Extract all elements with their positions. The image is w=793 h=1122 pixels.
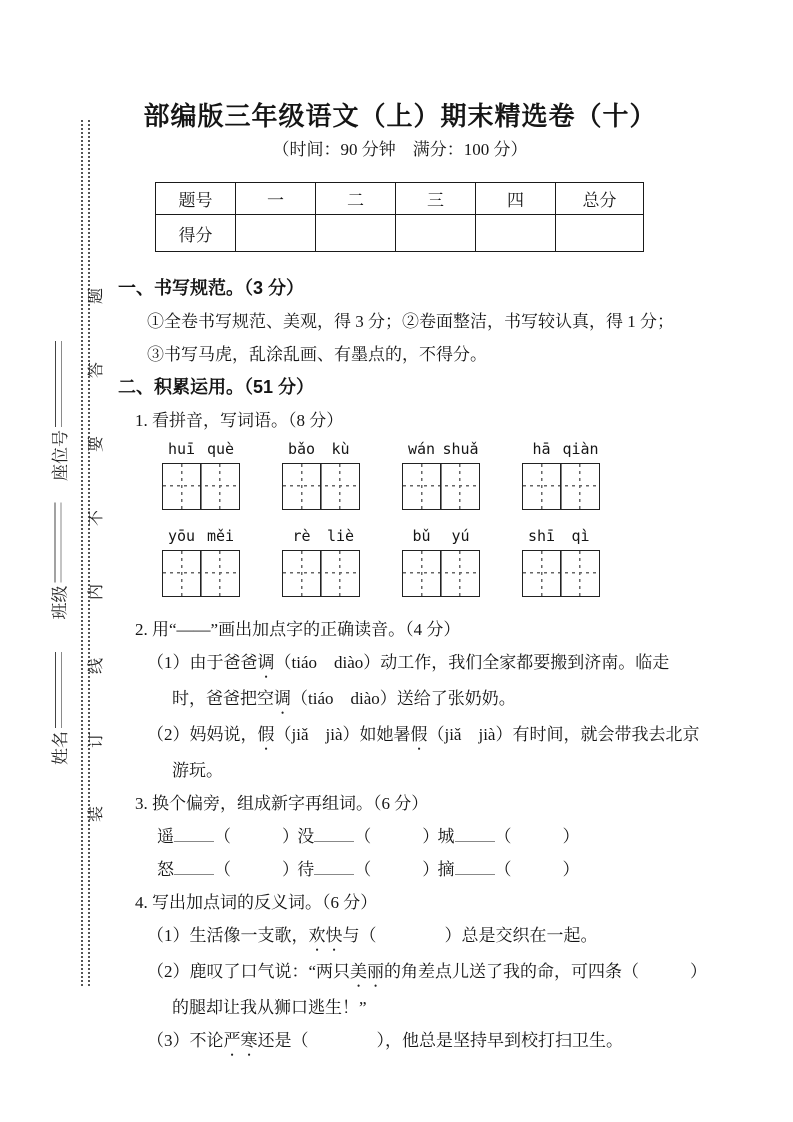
answer-blank-line [174,826,214,842]
pinyin-group [522,437,600,510]
answer-parens: （ ） [214,827,299,846]
answer-parens: （ ） [354,860,440,879]
radical-blank-group [437,853,580,886]
answer-blank-line [455,826,495,842]
q3-row-1 [157,820,730,853]
answer-blank-line [174,859,214,875]
writing-box [282,550,360,597]
base-char: 没 [297,827,315,846]
pinyin-group [282,524,360,597]
answer-parens: （ ） [494,860,580,879]
name-field [47,645,69,765]
score-table-col-1: 一 [236,183,316,215]
base-char: 遥 [157,827,174,846]
writing-box [402,550,480,597]
radical-blank-group [157,820,299,853]
pinyin-group [402,524,480,597]
seat-number-blank-line [55,341,62,427]
text-run: （1）生活像一支歌， [147,926,309,945]
seat-number-label: 座位号 [50,430,70,481]
pinyin-labels [402,437,480,461]
pinyin-syllable: liè [326,527,355,545]
class-blank-line [54,503,61,583]
answer-parens: （ ） [494,827,580,846]
radical-blank-group [297,820,440,853]
q2-item2-line1 [147,718,730,754]
emphasized-word: 欢快 [308,926,343,945]
pinyin-syllable: wán [407,440,436,458]
text-run: （jiǎ jià）有时间，就会带我去北京 [427,725,700,744]
pinyin-syllable: shī [527,527,556,545]
base-char: 城 [437,827,455,846]
exam-subtitle: （时间：90 分钟 满分：100 分） [272,140,528,159]
text-run: （tiáo diào）动工作，我们全家都要搬到济南。临走 [274,653,670,672]
writing-box [162,550,240,597]
pinyin-syllable: yú [451,527,470,545]
emphasized-word: 严寒 [223,1031,258,1050]
writing-box [402,463,480,510]
score-table [155,182,644,252]
text-run: 的角差点儿送了我的命，可四条（ ） [384,962,708,981]
text-run: （jiǎ jià）如她暑 [274,725,411,744]
base-char: 待 [297,860,315,879]
emphasized-char: 假 [257,725,275,744]
q3-row-2 [157,853,730,886]
pinyin-syllable: shuǎ [442,440,479,458]
emphasized-char: 调 [257,653,275,672]
section-one-rule-2: ③书写马虎，乱涂乱画、有墨点的，不得分。 [147,345,487,364]
radical-blank-group [437,820,580,853]
pinyin-labels [282,437,360,461]
pinyin-labels [402,524,480,548]
text-run: （2）鹿叹了口气说：“两只 [147,962,351,981]
pinyin-syllable: qiàn [562,440,599,458]
pinyin-labels [522,524,600,548]
score-cell-1 [236,215,316,252]
score-table-col-2: 二 [316,183,396,215]
pinyin-syllable: bǔ [412,527,431,545]
pinyin-syllable: hā [532,440,551,458]
binding-seal-text: 装订线内不要答题 [88,229,105,822]
writing-box [282,463,360,510]
writing-box [162,463,240,510]
q4-item3 [147,1024,730,1060]
pinyin-syllable: què [206,440,235,458]
radical-blank-group [297,853,440,886]
pinyin-labels [162,437,240,461]
text-run: 还是（ ），他总是坚持早到校打扫卫生。 [257,1031,623,1050]
page-title: 部编版三年级语文（上）期末精选卷（十） [143,101,657,131]
radical-blank-group [157,853,299,886]
score-table-header-label: 题号 [156,183,236,215]
score-cell-total [556,215,644,252]
class-label: 班级 [50,585,69,620]
pinyin-syllable: bǎo [287,440,316,458]
q3-prompt: 3. 换个偏旁，组成新字再组词。（6 分） [135,794,429,813]
pinyin-syllable: huī [167,440,196,458]
pinyin-labels [162,524,240,548]
answer-parens: （ ） [214,860,299,879]
exam-content [70,90,730,1060]
emphasized-word: 美丽 [350,962,385,981]
answer-parens: （ ） [354,827,440,846]
pinyin-group [402,437,480,510]
q2-item2-line2: 游玩。 [172,761,223,780]
base-char: 怒 [157,860,174,879]
q4-item2-line2: 的腿却让我从狮口逃生！” [172,998,367,1017]
pinyin-row-1 [162,437,730,510]
q1-prompt: 1. 看拼音，写词语。（8 分） [135,411,344,430]
q2-item1-line1 [147,646,730,682]
pinyin-row-2 [162,524,730,597]
section-one-heading: 一、书写规范。（3 分） [118,278,305,298]
writing-box [522,463,600,510]
q4-prompt: 4. 写出加点词的反义词。（6 分） [135,893,378,912]
pinyin-group [162,437,240,510]
pinyin-group [162,524,240,597]
pinyin-syllable: qì [571,527,590,545]
text-run: （1）由于爸爸 [147,653,258,672]
score-table-score-row [156,215,644,252]
pinyin-group [282,437,360,510]
pinyin-labels [282,524,360,548]
pinyin-group [522,524,600,597]
text-run: （tiáo diào）送给了张奶奶。 [291,689,516,708]
seat-number-field [47,331,69,481]
score-cell-3 [396,215,476,252]
score-row-label: 得分 [156,215,236,252]
base-char: 摘 [437,860,455,879]
score-table-col-4: 四 [476,183,556,215]
text-run: 时，爸爸把空 [172,689,274,708]
score-table-col-3: 三 [396,183,476,215]
text-run: 与（ ）总是交织在一起。 [342,926,598,945]
pinyin-labels [522,437,600,461]
score-cell-2 [316,215,396,252]
answer-blank-line [314,826,354,842]
name-label: 姓名 [50,731,70,765]
answer-blank-line [455,859,495,875]
pinyin-syllable: rè [292,527,311,545]
text-run: （3）不论 [147,1031,224,1050]
emphasized-char: 调 [274,689,291,708]
section-one-rule-1: ①全卷书写规范、美观，得 3 分；②卷面整洁，书写较认真，得 1 分； [147,312,674,331]
emphasized-char: 假 [410,725,428,744]
q2-prompt: 2. 用“——”画出加点字的正确读音。（4 分） [135,620,461,639]
score-table-col-total: 总分 [556,183,644,215]
pinyin-syllable: měi [206,527,235,545]
q2-item1-line2 [172,682,730,718]
writing-box [522,550,600,597]
q4-item2-line1 [147,955,730,991]
pinyin-syllable: kù [331,440,350,458]
score-table-header-row [156,183,644,215]
name-blank-line [55,652,62,728]
score-cell-4 [476,215,556,252]
q4-item1 [147,919,730,955]
answer-blank-line [314,859,354,875]
class-field [47,495,69,620]
section-two-heading: 二、积累运用。（51 分） [118,377,315,397]
pinyin-syllable: yōu [167,527,196,545]
text-run: （2）妈妈说， [147,725,258,744]
